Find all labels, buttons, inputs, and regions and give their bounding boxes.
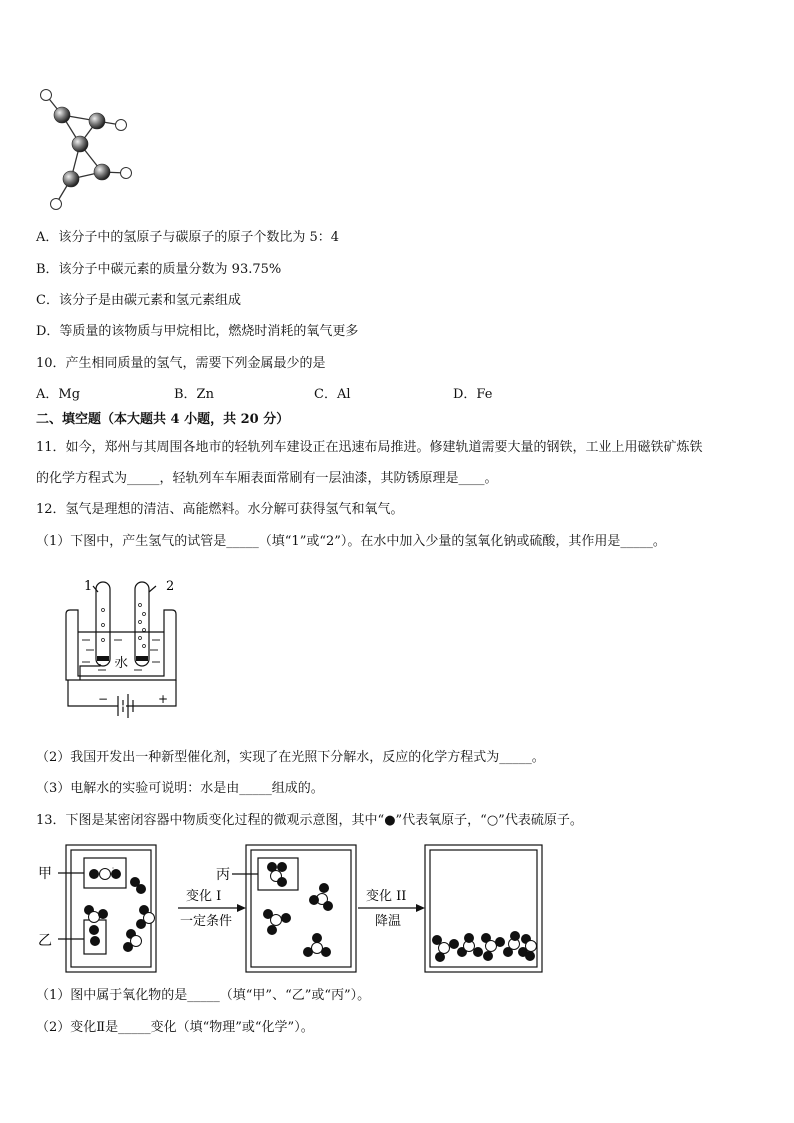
q9-option-a: A．该分子中的氢原子与碳原子的原子个数比为 5：4	[36, 230, 340, 245]
c-atom	[94, 164, 110, 180]
change-1-condition: 一定条件	[180, 914, 233, 929]
q9-option-d: D．等质量的该物质与甲烷相比，燃烧时消耗的氧气更多	[36, 324, 359, 339]
q12-part-1: （1）下图中，产生氢气的试管是_____（填“1”或“2”）。在水中加入少量的氢氧化钠或硫酸，其作用是_____。	[36, 534, 666, 549]
particle-change-figure	[36, 840, 596, 980]
q11-line-1: 11．如今，郑州与其周围各地市的轻轨列车建设正在迅速布局推进。修建轨道需要大量的钢铁，工业上用磁铁矿炼铁	[36, 440, 703, 455]
q13-stem: 13．下图是某密闭容器中物质变化过程的微观示意图，其中“●”代表氧原子，“○”代表硫原子。	[36, 813, 583, 828]
q10-stem: 10．产生相同质量的氢气，需要下列金属最少的是	[36, 356, 326, 371]
q10-option-c: C．Al	[314, 387, 351, 402]
q12-part-2: （2）我国开发出一种新型催化剂，实现了在光照下分解水，反应的化学方程式为_____。	[36, 750, 545, 765]
label-yi: 乙	[38, 933, 52, 949]
negative-terminal: −	[98, 692, 109, 706]
positive-terminal: +	[158, 692, 169, 706]
h-atom	[116, 120, 127, 131]
tube-label-1: 1	[84, 579, 93, 594]
q9-option-b: B．该分子中碳元素的质量分数为 93.75%	[36, 262, 282, 277]
q12-part-3: （3）电解水的实验可说明：水是由_____组成的。	[36, 781, 324, 796]
water-label: 水	[115, 656, 129, 671]
c-atom	[54, 107, 70, 123]
electrolysis-figure	[60, 570, 260, 730]
label-jia: 甲	[38, 866, 52, 882]
tube-label-2: 2	[166, 579, 175, 594]
change-2-label: 变化 II	[366, 889, 407, 904]
change-1-label: 变化 I	[186, 889, 222, 904]
q10-option-b: B．Zn	[174, 387, 214, 402]
c-atom	[89, 113, 105, 129]
c-atom	[63, 171, 79, 187]
q13-part-1: （1）图中属于氧化物的是_____（填“甲”、“乙”或“丙”）。	[36, 988, 371, 1003]
h-atom	[121, 168, 132, 179]
molecule-figure	[0, 0, 794, 220]
change-2-condition: 降温	[375, 914, 402, 929]
h-atom	[51, 199, 62, 210]
q10-option-d: D．Fe	[453, 387, 493, 402]
q9-option-c: C．该分子是由碳元素和氢元素组成	[36, 293, 241, 308]
h-atom	[41, 90, 52, 101]
c-atom	[72, 136, 88, 152]
section-heading: 二、填空题（本大题共 4 小题，共 20 分）	[36, 412, 290, 427]
label-bing: 丙	[216, 867, 230, 883]
q13-part-2: （2）变化Ⅱ是_____变化（填“物理”或“化学”）。	[36, 1020, 314, 1035]
q11-line-2: 的化学方程式为_____，轻轨列车车厢表面常刷有一层油漆，其防锈原理是____。	[36, 471, 498, 486]
q12-stem: 12．氢气是理想的清洁、高能燃料。水分解可获得氢气和氧气。	[36, 502, 404, 517]
q10-option-a: A．Mg	[36, 387, 81, 402]
